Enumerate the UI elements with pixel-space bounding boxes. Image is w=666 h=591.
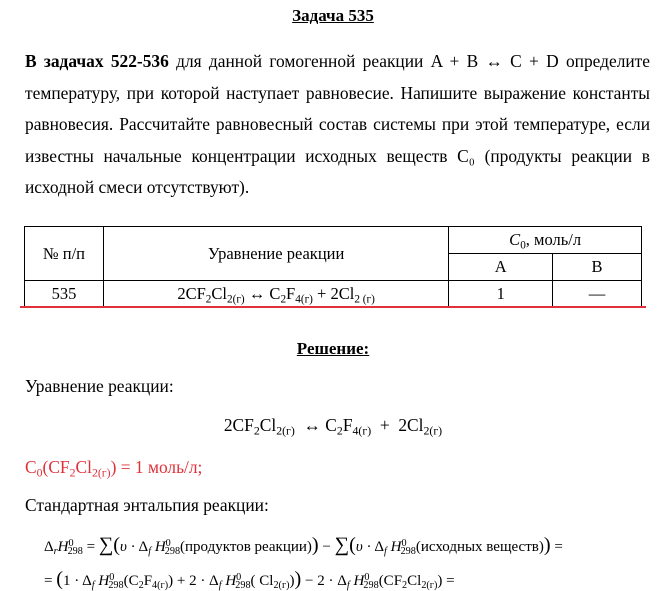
c0-subscript: 0 [520,239,526,252]
row-value-a: 1 [449,281,553,308]
task-description [25,46,650,204]
reaction-equation: $2CF_2Cl_{2(г)}$ ↔ $C_2F_{4(г)} + 2Cl_{2(г)}$ [223,415,443,438]
header-col-a: A [449,254,553,281]
equation-label: Уравнение реакции: [25,376,174,396]
c0-symbol: C [509,230,521,249]
row-number: 535 [25,281,104,308]
task-text: для данной гомогенной реакции A + B ↔ C + D определите температуру, при которой наступает равновесие. Напишите выражение константы равновесия. Рассчитайте равновесный состав системы при этой температуре, если известны начальные концентрации исходных веществ C₀ (продукты реакции в исходной смеси отсутствуют). [25,51,650,197]
header-number: № п/п [25,227,104,281]
solution-title: Решение: [296,339,370,358]
header-equation: Уравнение реакции [103,227,448,281]
task-range: В задачах 522-536 [25,51,169,71]
task-title: Задача 535 [292,6,374,25]
row-value-b: — [553,281,642,308]
row-equation: $2CF_2Cl_{2(г)}$ ↔ $C_2F_{4(г)} + 2Cl_{2 (г)}$ [103,281,448,308]
header-c0 [449,227,642,254]
table-row [25,281,642,308]
reaction-table [24,226,642,308]
red-underline [20,306,646,308]
enthalpy-formula-line2: = ($1 \cdot \Delta_f$ $H^0_{298}(C_2F_{4(г)}) + 2 \cdot \Delta_f$ $H^0_{298}$( $Cl_{2(г)})) - 2 \cdot \Delta_f$ $H^0_{298}(CF_2Cl_{2(г)})$ = [44,568,455,591]
header-col-b: B [553,254,642,281]
enthalpy-formula-line1: $\Delta_rH^0_{298} = \sum(\upsilon \cdot \Delta_f$ $H^0_{298}(продуктов$ реакции)) − $\sum(\upsilon \cdot \Delta_f$ $H^0_{298}(исходных$ веществ)) = [44,534,563,558]
initial-concentration: $C_0(CF_2Cl_{2(г)}) = 1$ моль/л; [25,457,203,480]
enthalpy-label: Стандартная энтальпия реакции: [25,495,269,515]
c0-unit: , моль/л [525,230,582,249]
